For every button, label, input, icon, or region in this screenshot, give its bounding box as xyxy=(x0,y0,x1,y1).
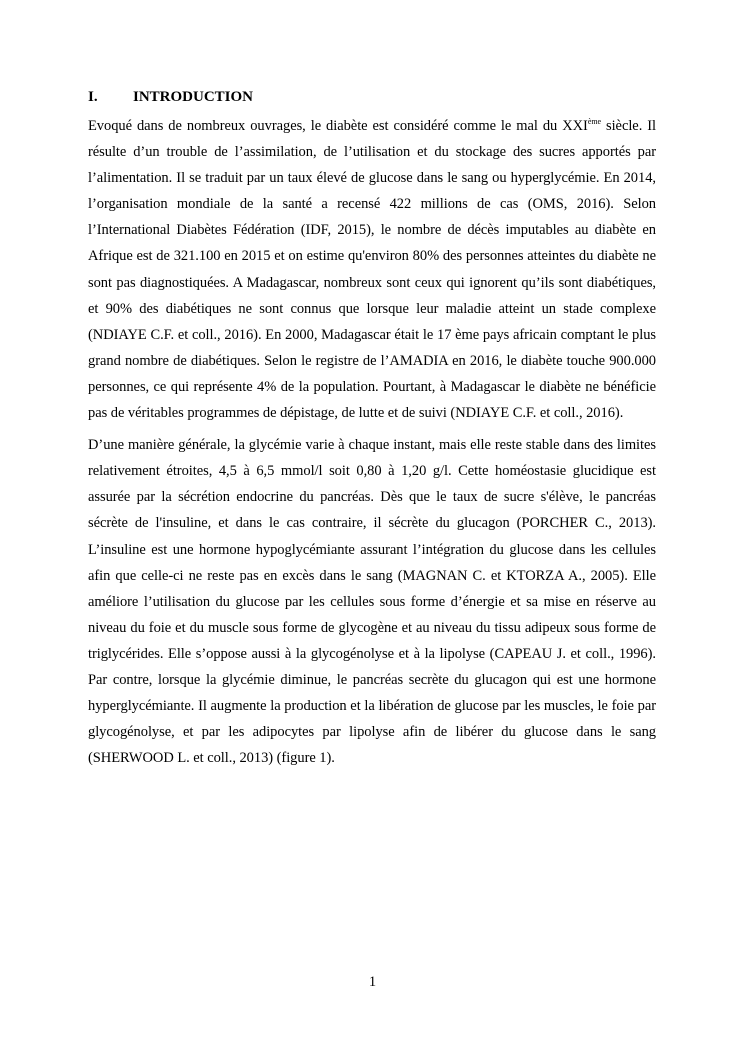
document-page xyxy=(88,86,656,777)
page-number: 1 xyxy=(368,974,377,990)
paragraph-2: D’une manière générale, la glycémie varie à chaque instant, mais elle reste stable dans des limites relativement étroites, 4,5 à 6,5 mmol/l soit 0,80 à 1,20 g/l. Cette homéostasie glucidique est assurée par la sécrétion endocrine du pancréas. Dès que le taux de sucre s'élève, le pancréas sécrète de l'insuline, et dans le cas contraire, il sécrète du glucagon (PORCHER C., 2013). L’insuline est une hormone hypoglycémiante assurant l’intégration du glucose dans les cellules afin que celle-ci ne reste pas en excès dans le sang (MAGNAN C. et KTORZA A., 2005). Elle améliore l’utilisation du glucose par les cellules sous forme d’énergie et sa mise en réserve au niveau du foie et du muscle sous forme de glycogène et au niveau du tissu adipeux sous forme de triglycérides. Elle s’oppose aussi à la glycogénolyse et à la lipolyse (CAPEAU J. et coll., 1996). Par contre, lorsque la glycémie diminue, le pancréas secrète du glucagon qui est une hormone hyperglycémiante. Il augmente la production et la libération de glucose par les muscles, le foie par glycogénolyse, et par les adipocytes par lipolyse afin de libérer du glucose dans le sang (SHERWOOD L. et coll., 2013) (figure 1). xyxy=(88,437,656,767)
superscript-eme: ème xyxy=(587,117,602,126)
paragraph-1-text-rest: siècle. Il résulte d’un trouble de l’assimilation, de l’utilisation et du stockage des sucres apportés par l’alimentation. Il se traduit par un taux élevé de glucose dans le sang ou hyperglycémie. En 2014, l’organisation mondiale de la santé a recensé 422 millions de cas (OMS, 2016). Selon l’International Diabètes Fédération (IDF, 2015), le nombre de décès imputables au diabète en Afrique est de 321.100 en 2015 et on estime qu'environ 80% des personnes atteintes du diabète ne sont pas diagnostiquées. A Madagascar, nombreux sont ceux qui ignorent qu’ils sont diabétiques, et 90% des diabétiques ne sont connus que lorsque leur maladie atteint un stade complexe (NDIAYE C.F. et coll., 2016). En 2000, Madagascar était le 17 ème pays africain comptant le plus grand nombre de diabétiques. Selon le registre de l’AMADIA en 2016, le diabète touche 900.000 personnes, ce qui représente 4% de la population. Pourtant, à Madagascar le diabète ne bénéficie pas de véritables programmes de dépistage, de lutte et de suivi (NDIAYE C.F. et coll., 2016). xyxy=(88,118,656,422)
paragraph-1-text-start: Evoqué dans de nombreux ouvrages, le diabète est considéré comme le mal du XXI xyxy=(88,118,588,134)
section-number: I. xyxy=(88,89,98,105)
section-title: INTRODUCTION xyxy=(133,89,254,105)
section-heading xyxy=(88,86,656,108)
paragraph-1 xyxy=(88,113,656,426)
